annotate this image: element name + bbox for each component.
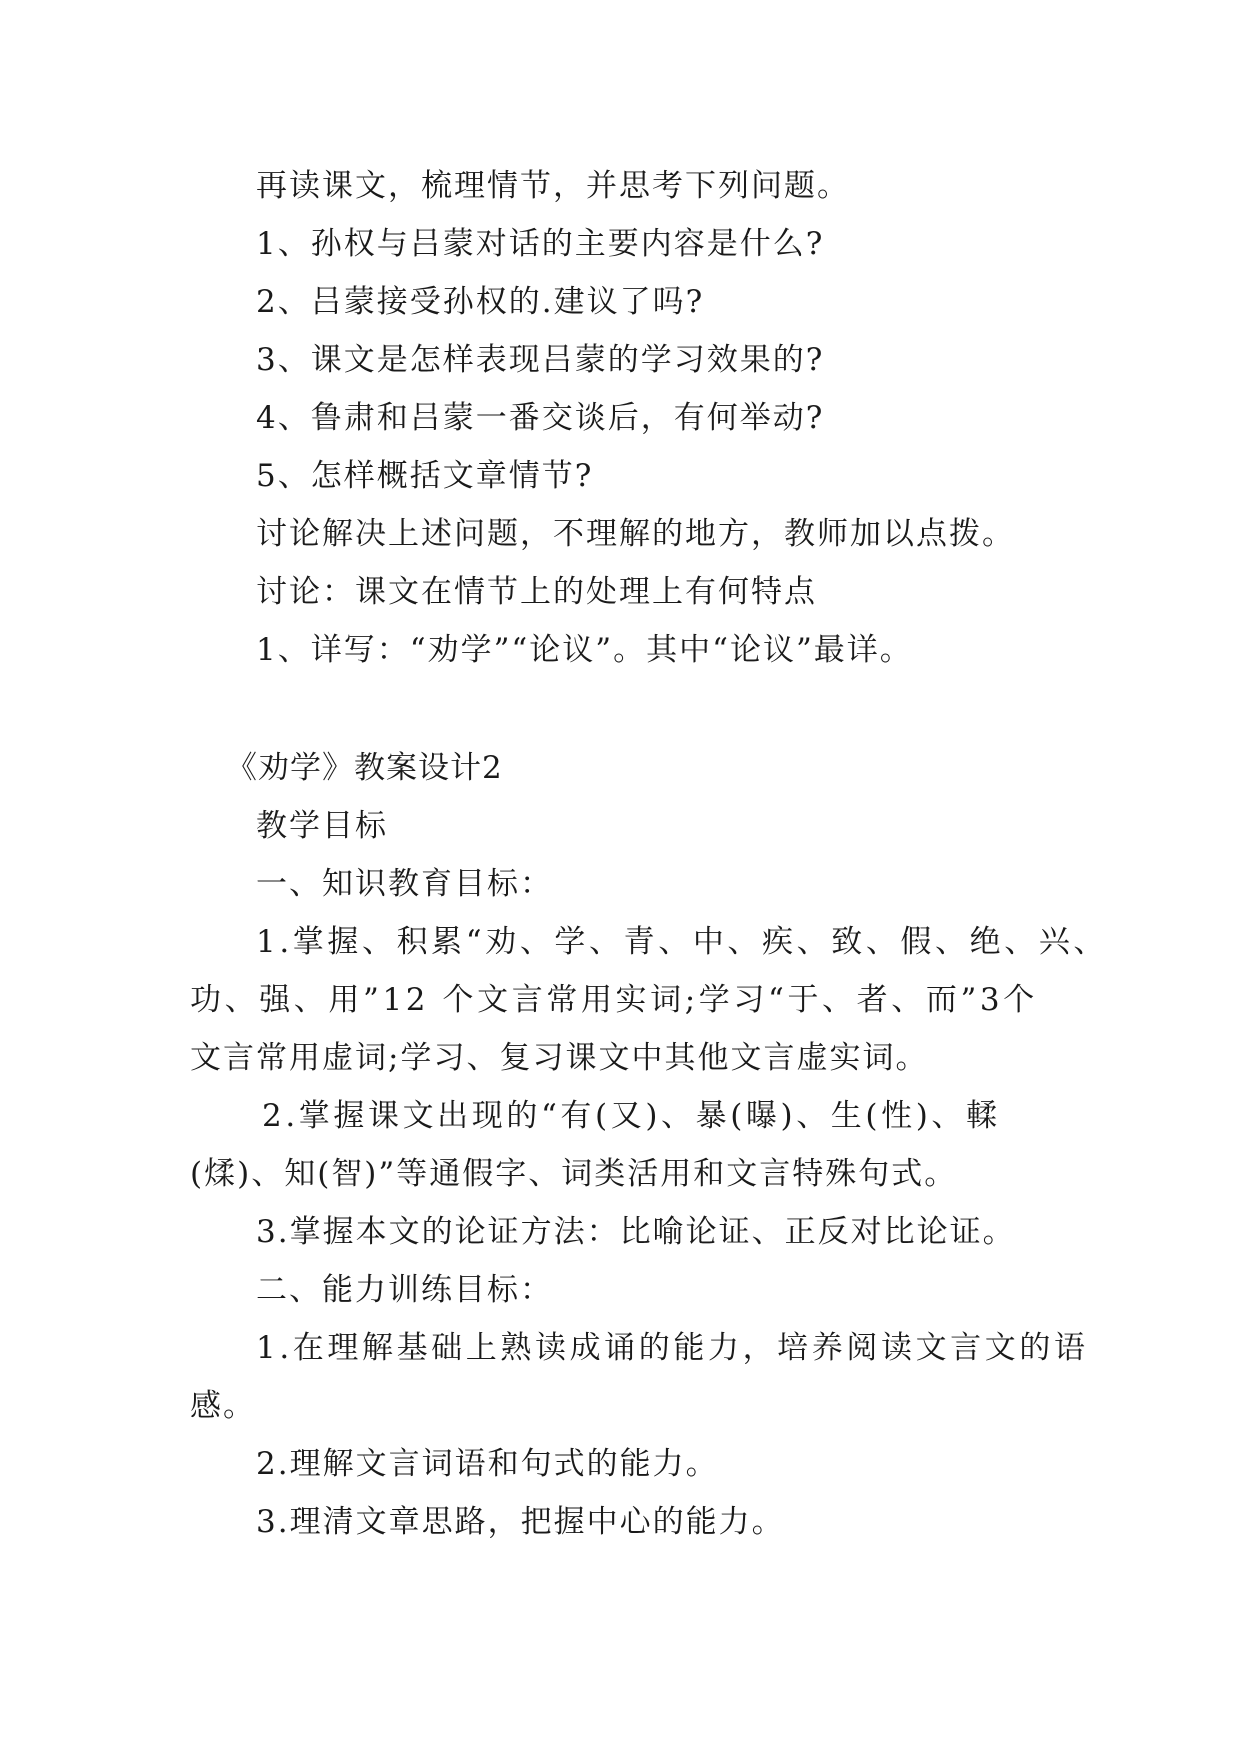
knowledge-goal-1-line-2: 功、强、用”12 个文言常用实词;学习“于、者、而”3个: [190, 982, 1038, 1018]
question-2: 2、吕蒙接受孙权的.建议了吗?: [256, 284, 705, 320]
discussion-paragraph: 讨论解决上述问题，不理解的地方，教师加以点拨。: [256, 516, 1015, 552]
knowledge-goals-heading: 一、知识教育目标：: [256, 866, 553, 902]
ability-goal-1-line-1: 1.在理解基础上熟读成诵的能力，培养阅读文言文的语: [256, 1330, 1089, 1366]
discussion-question: 讨论：课文在情节上的处理上有何特点: [256, 574, 817, 610]
section-title: 《劝学》教案设计2: [226, 750, 503, 786]
intro-paragraph: 再读课文，梳理情节，并思考下列问题。: [256, 168, 850, 204]
ability-goal-1-line-2: 感。: [190, 1388, 256, 1424]
knowledge-goal-1-line-3: 文言常用虚词;学习、复习课文中其他文言虚实词。: [190, 1040, 929, 1076]
knowledge-goal-3: 3.掌握本文的论证方法：比喻论证、正反对比论证。: [256, 1214, 1016, 1250]
question-4: 4、鲁肃和吕蒙一番交谈后，有何举动?: [256, 400, 825, 436]
question-1: 1、孙权与吕蒙对话的主要内容是什么?: [256, 226, 825, 262]
knowledge-goal-2-line-2: (煣)、知(智)”等通假字、词类活用和文言特殊句式。: [190, 1156, 958, 1192]
discussion-point-1: 1、详写：“劝学”“论议”。其中“论议”最详。: [256, 632, 913, 668]
ability-goal-2: 2.理解文言词语和句式的能力。: [256, 1446, 719, 1482]
ability-goals-heading: 二、能力训练目标：: [256, 1272, 553, 1308]
teaching-goals-heading: 教学目标: [256, 808, 388, 844]
ability-goal-3: 3.理清文章思路，把握中心的能力。: [256, 1504, 785, 1540]
knowledge-goal-1-line-1: 1.掌握、积累“劝、学、青、中、疾、致、假、绝、兴、: [256, 924, 1109, 960]
question-3: 3、课文是怎样表现吕蒙的学习效果的?: [256, 342, 825, 378]
knowledge-goal-2-line-1: 2.掌握课文出现的“有(又)、暴(曝)、生(性)、輮: [262, 1098, 1001, 1134]
question-5: 5、怎样概括文章情节?: [256, 458, 594, 494]
